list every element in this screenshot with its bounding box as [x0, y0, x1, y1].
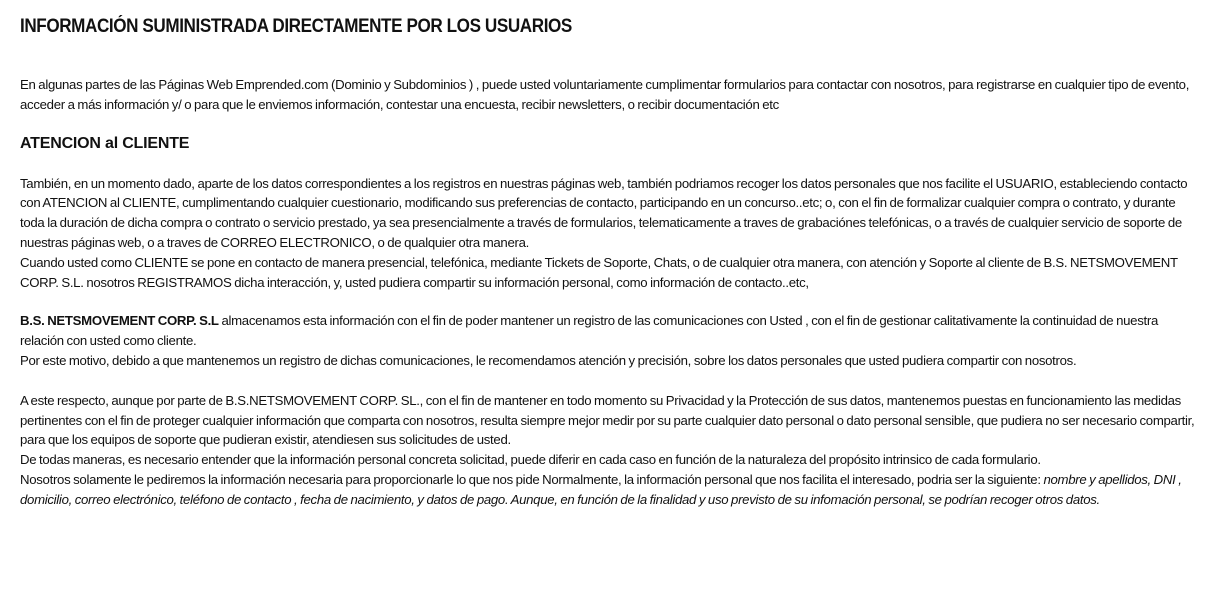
privacy-paragraph-3-text: Nosotros solamente le pediremos la información necesaria para proporcionarle lo que nos pide Normalmente, la información personal que nos facilita el interesado, podria ser la siguiente: — [20, 471, 1044, 487]
attention-paragraph-1: También, en un momento dado, aparte de los datos correspondientes a los registros en nuestras páginas web, también podriamos recoger los datos personales que nos facilite el USUARIO, estableciendo contacto con ATENCION al CLIENTE, cumplimentando cualquier cuestionario, modificando sus preferencias de contacto, participando en un concurso..etc; o, con el fin de formalizar cualquier compra o contrato, y durante toda la duración de dicha compra o contrato o servicio prestado, ya sea presencialmente a través de formularios, telematicamente a traves de grabaciónes telefónicas, o a través de cualquier servicio de soporte de nuestras páginas web, o a traves de CORREO ELECTRONICO, o de qualquier otra manera. — [20, 175, 1188, 250]
company-paragraph-1 — [20, 311, 1196, 351]
company-paragraph-1-text: almacenamos esta información con el fin de poder mantener un registro de las comunicaciones con Usted , con el fin de gestionar calitativamente la continuidad de nuestra relación con usted como cliente. — [20, 313, 1158, 349]
section-heading: ATENCION al CLIENTE — [20, 134, 190, 152]
attention-paragraph-2: Cuando usted como CLIENTE se pone en contacto de manera presencial, telefónica, mediante Tickets de Soporte, Chats, o de cualquier otra manera, con atención y Soporte al cliente de B.S. NETSMOVEMENT CORP. S.L. nosotros REGISTRAMOS dicha interacción, y, usted pudiera compartir su información personal, como información de contacto..etc, — [20, 254, 1178, 290]
personal-data-list: nombre y apellidos, DNI , domicilio, correo electrónico, teléfono de contacto , fecha de nacimiento, y datos de pago. Aunque, en función de la finalidad y uso previsto de su infomación personal, se podrían recoger otros datos. — [20, 471, 1182, 507]
company-name: B.S. NETSMOVEMENT CORP. S.L — [20, 313, 219, 329]
intro-paragraph: En algunas partes de las Páginas Web Emprended.com (Dominio y Subdominios ) , puede usted voluntariamente cumplimentar formularios para contactar con nosotros, para registrarse en cualquier tipo de evento, acceder a más información y/ o para que le enviemos información, contestar una encuesta, recibir newsletters, o recibir documentación etc — [20, 77, 1190, 112]
privacy-paragraph-2: De todas maneras, es necesario entender que la información personal concreta solicitad, puede diferir en cada caso en función de la naturaleza del propósito intrinsico de cada formulario. — [20, 452, 1041, 468]
document-body — [20, 14, 1196, 510]
privacy-paragraph-1: A este respecto, aunque por parte de B.S.NETSMOVEMENT CORP. SL., con el fin de mantener en todo momento su Privacidad y la Protección de sus datos, mantenemos puestas en funcionamiento las medidas pertinentes con el fin de proteger cualquier información que comparta con nosotros, resulta siempre mejor medir por su parte cualquier dato personal o dato personal sensible, que pudiera no ser necesario compartir, para que los equipos de soporte que pudieran existir, atendiesen sus solicitudes de usted. — [20, 392, 1195, 448]
company-paragraph-2: Por este motivo, debido a que mantenemos un registro de dichas comunicaciones, le recomendamos atención y precisión, sobre los datos personales que usted pudiera compartir con nosotros. — [20, 352, 1077, 368]
page-title: INFORMACIÓN SUMINISTRADA DIRECTAMENTE POR LOS USUARIOS — [20, 16, 572, 37]
privacy-paragraph-3 — [20, 470, 1196, 510]
